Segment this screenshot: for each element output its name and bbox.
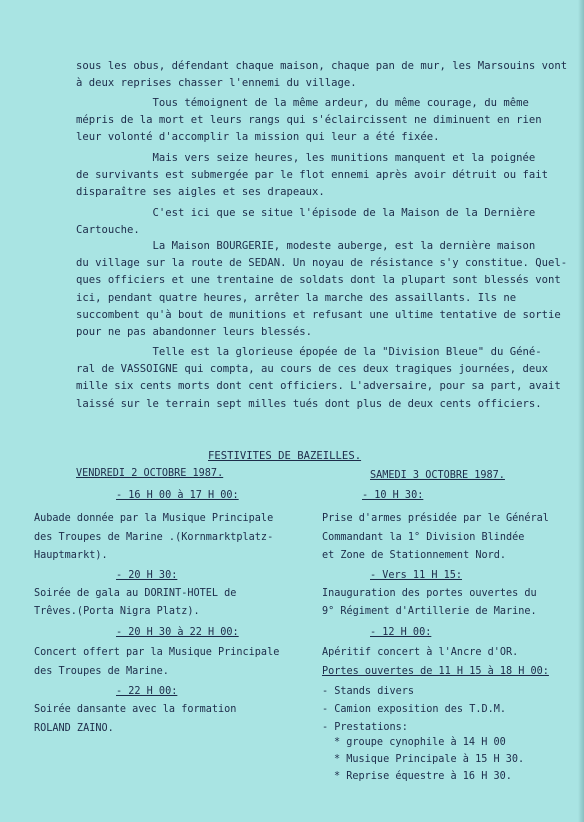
text-line: sous les obus, défendant chaque maison, chaque pan de mur, les Marsouins vont	[76, 60, 568, 72]
festivities-title: FESTIVITES DE BAZEILLES.	[208, 450, 362, 462]
paragraph-1	[76, 58, 568, 92]
friday-heading: VENDREDI 2 OCTOBRE 1987.	[76, 468, 224, 479]
saturday-heading: SAMEDI 3 OCTOBRE 1987.	[370, 470, 505, 481]
open-doors-item: - Prestations:	[322, 722, 408, 733]
event-time: - 20 H 30 à 22 H 00:	[116, 627, 239, 638]
open-doors-item: - Camion exposition des T.D.M.	[322, 704, 507, 715]
event-time: - 22 H 00:	[116, 686, 178, 697]
text-line: mépris de la mort et leurs rangs qui s'éclaircissent ne diminuent en rien	[76, 114, 542, 127]
paragraph-5	[76, 238, 568, 341]
event-text: des Troupes de Marine.	[34, 666, 169, 677]
open-doors-item: - Stands divers	[322, 686, 415, 697]
event-text: ROLAND ZAINO.	[34, 723, 114, 734]
event-text: Soirée dansante avec la formation	[34, 704, 237, 715]
event-time: - 16 H 00 à 17 H 00:	[116, 490, 239, 501]
event-text: Apéritif concert à l'Ancre d'OR.	[322, 647, 519, 658]
performance-item: * Musique Principale à 15 H 30.	[334, 754, 525, 765]
text-line: du village sur la route de SEDAN. Un noyau de résistance s'y constitue. Quel-	[76, 257, 568, 270]
text-line: Cartouche.	[76, 224, 140, 237]
performance-item: * Reprise équestre à 16 H 30.	[334, 771, 512, 782]
event-time: - Vers 11 H 15:	[370, 570, 463, 581]
text-line: C'est ici que se situe l'épisode de la Maison de la Dernière	[76, 207, 536, 219]
event-text: Aubade donnée par la Musique Principale	[34, 513, 274, 524]
event-time: - 10 H 30:	[362, 490, 424, 501]
text-line: ici, pendant quatre heures, arrêter la marche des assaillants. Ils ne	[76, 291, 517, 304]
text-line: ral de VASSOIGNE qui compta, au cours de ces deux tragiques journées, deux	[76, 363, 548, 376]
event-time: - 12 H 00:	[370, 627, 432, 638]
event-text: Inauguration des portes ouvertes du	[322, 588, 537, 599]
text-line: Tous témoignent de la même ardeur, du même courage, du même	[76, 97, 529, 109]
paragraph-3	[76, 150, 548, 202]
text-line: de survivants est submergée par le flot ennemi après avoir détruit ou fait	[76, 169, 548, 182]
paragraph-6	[76, 344, 561, 413]
event-text: 9° Régiment d'Artillerie de Marine.	[322, 606, 537, 617]
text-line: pour ne pas abandonner leurs blessés.	[76, 326, 312, 339]
event-text: Concert offert par la Musique Principale	[34, 647, 280, 658]
text-line: disparaître ses aigles et ses drapeaux.	[76, 186, 325, 199]
event-text: Trêves.(Porta Nigra Platz).	[34, 606, 200, 617]
text-line: succombent qu'à bout de munitions et refusant une ultime tentative de sortie	[76, 308, 561, 321]
paragraph-2	[76, 95, 542, 147]
text-line: La Maison BOURGERIE, modeste auberge, est la dernière maison	[76, 240, 536, 252]
event-text: et Zone de Stationnement Nord.	[322, 550, 507, 561]
open-doors-heading: Portes ouvertes de 11 H 15 à 18 H 00:	[322, 666, 549, 677]
text-line: laissé sur le terrain sept milles tués dont plus de deux cents officiers.	[76, 397, 542, 410]
page-edge-shadow	[578, 0, 584, 822]
text-line: Telle est la glorieuse épopée de la "Division Bleue" du Géné-	[76, 346, 542, 358]
event-time: - 20 H 30:	[116, 570, 178, 581]
text-line: ques officiers et une trentaine de soldats dont la plupart sont blessés vont	[76, 274, 561, 287]
event-text: Hauptmarkt).	[34, 550, 108, 561]
paragraph-4	[76, 205, 536, 239]
event-text: des Troupes de Marine .(Kornmarktplatz-	[34, 532, 274, 543]
event-text: Commandant la 1° Division Blindée	[322, 532, 525, 543]
event-text: Soirée de gala au DORINT-HOTEL de	[34, 588, 237, 599]
performance-item: * groupe cynophile à 14 H 00	[334, 737, 506, 748]
text-line: leur volonté d'accomplir la mission qui leur a été fixée.	[76, 131, 440, 144]
event-text: Prise d'armes présidée par le Général	[322, 513, 549, 524]
text-line: Mais vers seize heures, les munitions manquent et la poignée	[76, 152, 536, 164]
text-line: à deux reprises chasser l'ennemi du village.	[76, 77, 357, 90]
text-line: mille six cents morts dont cent officiers. L'adversaire, pour sa part, avait	[76, 380, 561, 393]
